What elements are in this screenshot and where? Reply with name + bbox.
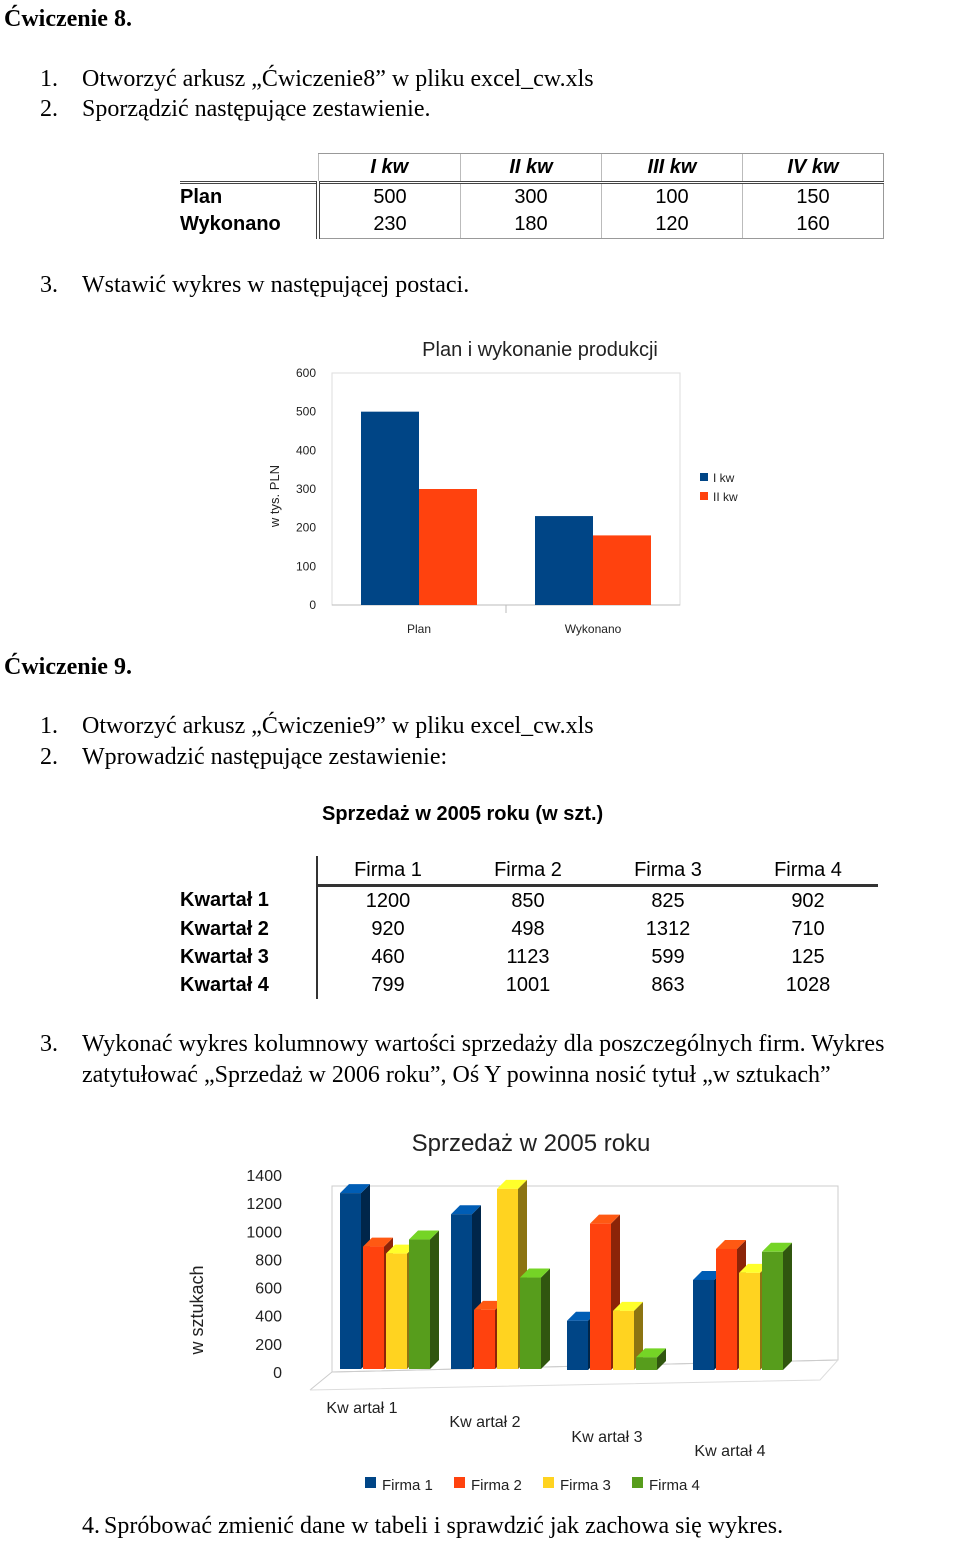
ex8-step-2-text: Sporządzić następujące zestawienie.: [82, 96, 431, 122]
ex9-step-3-text-line-2: zatytułować „Sprzedaż w 2006 roku”, Oś Y powinna nosić tytuł „w sztukach”: [82, 1062, 831, 1088]
y-tick-label: 1000: [246, 1224, 282, 1242]
table-corner: [180, 154, 318, 183]
table-row-label: Kwartał 3: [180, 945, 269, 968]
table-cell: 498: [511, 917, 545, 940]
bar-side: [783, 1243, 792, 1370]
table-header-cell: Firma 4: [738, 856, 878, 886]
table-header-cell: Firma 2: [458, 856, 598, 886]
bar-side: [430, 1231, 439, 1369]
table-cell: 902: [791, 889, 825, 912]
legend-label: I kw: [713, 471, 735, 485]
y-axis-label: w tys. PLN: [267, 464, 282, 528]
bar-firma-2: [474, 1310, 495, 1369]
legend-label: Firma 4: [649, 1477, 700, 1494]
table-cell: 599: [651, 945, 685, 968]
table-cell: 920: [317, 915, 458, 943]
legend-label: Firma 3: [560, 1477, 611, 1494]
ex9-step-2: [40, 744, 447, 771]
bar-firma-3: [386, 1254, 407, 1369]
bar-firma-2: [363, 1247, 384, 1369]
table-row-label: Kwartał 1: [180, 888, 269, 911]
ex8-step-1-text: Otworzyć arkusz „Ćwiczenie8” w pliku excel_cw.xls: [82, 66, 594, 92]
ex9-table: [180, 856, 878, 999]
x-tick-label: Kw artał 3: [571, 1429, 643, 1446]
ex9-step-1-text: Otworzyć arkusz „Ćwiczenie9” w pliku excel_cw.xls: [82, 713, 594, 739]
bar-i-kw: [535, 516, 593, 605]
legend-swatch: [700, 492, 708, 500]
bar-firma-1: [451, 1214, 472, 1369]
table-row: [180, 971, 878, 999]
y-tick-label: 600: [255, 1280, 282, 1298]
legend-swatch: [632, 1477, 643, 1488]
legend-label: Firma 1: [382, 1477, 433, 1494]
ex9-step-4-text: Spróbować zmienić dane w tabeli i sprawdzić jak zachowa się wykres.: [104, 1513, 784, 1539]
bar-firma-4: [636, 1357, 657, 1370]
x-tick-label: Plan: [406, 622, 432, 636]
legend-label: II kw: [713, 490, 738, 504]
ex8-step-3: [40, 272, 469, 299]
table-cell: 799: [317, 971, 458, 999]
exercise-8-heading: Ćwiczenie 8.: [4, 6, 132, 32]
table-cell: 125: [791, 945, 825, 968]
y-tick-label: 500: [295, 404, 316, 419]
ex8-step-1-number: 1.: [40, 66, 58, 92]
table-header-cell: Firma 1: [317, 856, 458, 886]
y-tick-label: 200: [295, 520, 316, 535]
bar-firma-4: [409, 1240, 430, 1369]
table-header-cell: III kw: [602, 154, 743, 183]
ex9-step-4-number: 4.: [82, 1513, 100, 1539]
bar-firma-1: [340, 1193, 361, 1369]
y-tick-label: 1400: [246, 1168, 282, 1185]
ex9-table-title: Sprzedaż w 2005 roku (w szt.): [322, 803, 604, 825]
table-header-cell: IV kw: [743, 154, 884, 183]
bar-firma-3: [497, 1189, 518, 1369]
chart-title: Plan i wykonanie produkcji: [422, 339, 658, 361]
table-cell: 500: [318, 183, 461, 212]
bar-firma-1: [567, 1321, 588, 1370]
ex8-step-1: [40, 66, 594, 93]
ex9-step-2-text: Wprowadzić następujące zestawienie:: [82, 744, 448, 770]
table-cell: 1001: [505, 973, 551, 996]
x-tick-label: Kw artał 1: [326, 1400, 398, 1417]
y-tick-label: 800: [255, 1252, 282, 1270]
ex8-step-3-number: 3.: [40, 272, 58, 298]
table-row-label: Kwartał 2: [180, 917, 269, 940]
bar-ii-kw: [593, 535, 651, 605]
bar-ii-kw: [419, 489, 477, 605]
bar-firma-1: [693, 1280, 714, 1370]
bar-firma-4: [762, 1252, 783, 1370]
ex9-step-3: [40, 1031, 884, 1058]
table-cell: 1200: [317, 886, 458, 916]
y-tick-label: 100: [295, 559, 316, 574]
table-cell: 1123: [506, 945, 550, 968]
chart-title: Sprzedaż w 2005 roku: [411, 1130, 651, 1157]
table-cell: 850: [511, 889, 545, 912]
bar-firma-4: [520, 1278, 541, 1369]
table-cell: 160: [743, 211, 884, 239]
table-cell: 1312: [645, 917, 691, 940]
bar-firma-3: [613, 1311, 634, 1370]
table-cell: 100: [602, 183, 743, 212]
y-tick-label: 0: [309, 598, 316, 612]
table-cell: 1028: [785, 973, 831, 996]
exercise-9-heading: Ćwiczenie 9.: [4, 654, 132, 680]
table-row: [180, 886, 878, 916]
ex8-table: [180, 153, 884, 239]
y-tick-label: 200: [255, 1336, 282, 1354]
ex9-step-1-number: 1.: [40, 713, 58, 739]
table-cell: 300: [461, 183, 602, 212]
table-cell: 230: [318, 211, 461, 239]
table-header-cell: I kw: [318, 154, 461, 183]
bar-i-kw: [361, 412, 419, 605]
y-tick-label: 1200: [246, 1196, 282, 1214]
y-tick-label: 600: [295, 366, 316, 380]
table-header-cell: Firma 3: [598, 856, 738, 886]
table-row-label: Kwartał 4: [180, 973, 269, 996]
table-row-label: Wykonano: [180, 213, 281, 236]
ex9-step-1: [40, 713, 594, 740]
y-tick-label: 400: [295, 443, 316, 458]
ex9-step-3-number: 3.: [40, 1031, 58, 1057]
table-row: [180, 943, 878, 971]
table-cell: 120: [602, 211, 743, 239]
x-tick-label: Wykonano: [564, 622, 622, 636]
legend-swatch: [365, 1477, 376, 1488]
x-tick-label: Kw artał 2: [449, 1414, 521, 1431]
table-header-cell: II kw: [461, 154, 602, 183]
legend-label: Firma 2: [471, 1477, 522, 1494]
table-corner: [180, 856, 317, 886]
y-axis-label: w sztukach: [187, 1265, 207, 1355]
ex8-step-2-number: 2.: [40, 96, 58, 122]
bar-firma-2: [590, 1224, 611, 1370]
ex8-step-3-text: Wstawić wykres w następującej postaci.: [82, 272, 470, 298]
table-cell: 825: [651, 889, 685, 912]
y-tick-label: 0: [273, 1365, 282, 1382]
table-row: [180, 183, 884, 212]
plot-area: [296, 366, 738, 636]
table-cell: 180: [461, 211, 602, 239]
bar-side: [541, 1269, 550, 1369]
ex8-table-wrapper: [180, 153, 884, 239]
ex8-step-2: [40, 96, 431, 123]
ex9-step-2-number: 2.: [40, 744, 58, 770]
y-tick-label: 300: [295, 482, 316, 496]
table-cell: 460: [317, 943, 458, 971]
ex9-step-3-text-line-1: Wykonać wykres kolumnowy wartości sprzedaży dla poszczególnych firm. Wykres: [82, 1031, 885, 1057]
legend-swatch: [700, 473, 708, 481]
bar-firma-2: [716, 1249, 737, 1370]
table-row: [180, 915, 878, 943]
plot-area: [246, 1168, 838, 1494]
bar-firma-3: [739, 1273, 760, 1370]
x-tick-label: Kw artał 4: [694, 1443, 766, 1460]
table-cell: 150: [743, 183, 884, 212]
production-bar-chart: [0, 330, 960, 640]
ex9-table-wrapper: [180, 856, 878, 999]
table-row: [180, 211, 884, 239]
table-header-row: [180, 856, 878, 886]
sales-3d-bar-chart: [0, 1120, 960, 1505]
ex9-step-4: [82, 1513, 783, 1540]
table-header-row: [180, 154, 884, 183]
table-row-label: Plan: [180, 186, 223, 208]
legend-swatch: [454, 1477, 465, 1488]
table-cell: 863: [651, 973, 685, 996]
table-cell: 710: [791, 917, 825, 940]
y-tick-label: 400: [255, 1308, 282, 1326]
legend-swatch: [543, 1477, 554, 1488]
